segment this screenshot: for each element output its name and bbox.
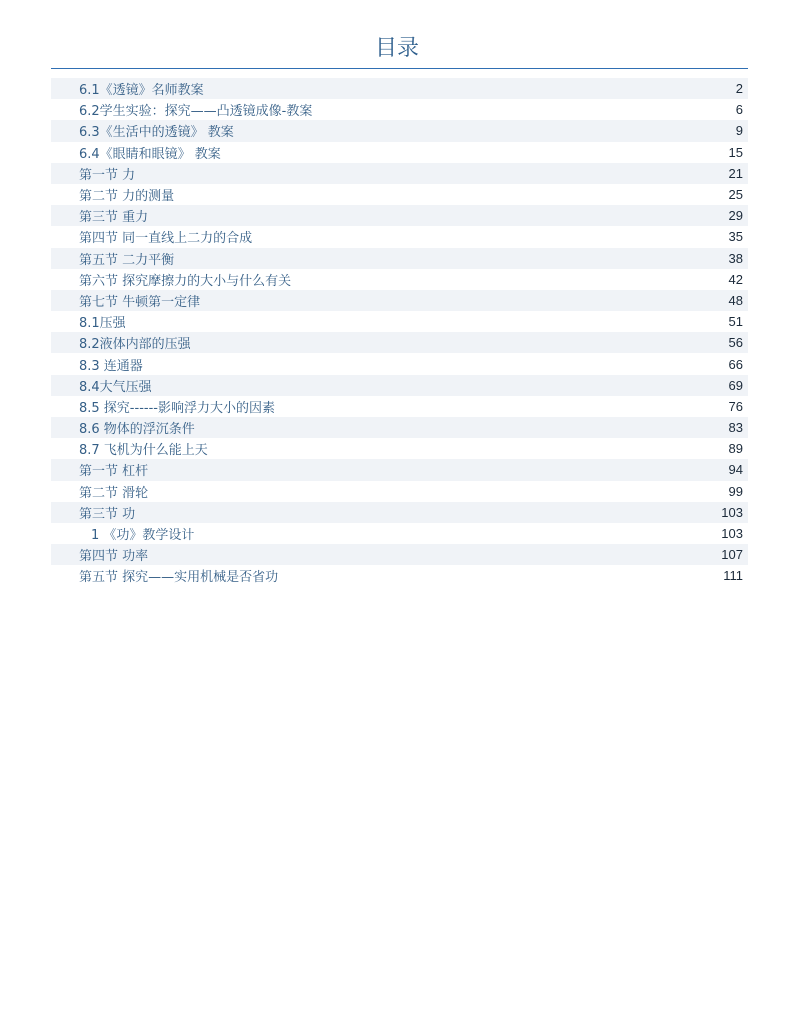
toc-entry-page: 48 <box>728 292 743 308</box>
toc-subentry[interactable] <box>51 523 748 544</box>
toc-entry-label: 第四节 同一直线上二力的合成 <box>79 231 253 247</box>
toc-entry-page: 51 <box>728 314 743 330</box>
toc-entry-page: 2 <box>735 81 743 97</box>
toc-entry-label: 6.2学生实验：探究——凸透镜成像-教案 <box>79 104 313 120</box>
toc-entry-page: 83 <box>728 420 743 436</box>
toc-entry[interactable] <box>51 459 748 480</box>
toc-entry-label: 6.3《生活中的透镜》 教案 <box>79 125 234 141</box>
toc-entry[interactable] <box>51 544 748 565</box>
toc-entry[interactable] <box>51 332 748 353</box>
toc-entry[interactable] <box>51 417 748 438</box>
toc-entry-label: 第二节 滑轮 <box>79 485 149 501</box>
toc-entry-page: 29 <box>728 208 743 224</box>
toc-entry[interactable] <box>51 481 748 502</box>
toc-entry[interactable] <box>51 438 748 459</box>
toc-entry-page: 56 <box>728 335 743 351</box>
toc-entry-label: 8.6 物体的浮沉条件 <box>79 422 195 438</box>
toc-entry-label: 8.3 连通器 <box>79 358 143 374</box>
toc-entry-page: 35 <box>728 229 743 245</box>
toc-entry-label: 第七节 牛顿第一定律 <box>79 294 201 310</box>
toc-entry-page: 94 <box>728 462 743 478</box>
toc-entry-page: 25 <box>728 187 743 203</box>
toc-entry-page: 6 <box>735 102 743 118</box>
toc-entry-label: 第五节 二力平衡 <box>79 252 175 268</box>
toc-entry[interactable] <box>51 184 748 205</box>
toc-entry[interactable] <box>51 248 748 269</box>
toc-entry-page: 103 <box>721 526 743 542</box>
toc-entry-page: 99 <box>728 483 743 499</box>
toc-entry-page: 89 <box>728 441 743 457</box>
toc-entry-page: 103 <box>721 504 743 520</box>
toc-entry-label: 第一节 力 <box>79 167 136 183</box>
toc-entry-page: 69 <box>728 377 743 393</box>
toc-entry-label: 8.1压强 <box>79 316 126 332</box>
toc-entry[interactable] <box>51 290 748 311</box>
toc-entry[interactable] <box>51 142 748 163</box>
toc-entry[interactable] <box>51 311 748 332</box>
toc-entry-page: 42 <box>728 271 743 287</box>
toc-entry[interactable] <box>51 205 748 226</box>
toc-entry-page: 21 <box>728 165 743 181</box>
toc-entry-label: 8.4大气压强 <box>79 379 152 395</box>
toc-entry-page: 111 <box>723 568 743 584</box>
toc-entry-label: 第二节 力的测量 <box>79 189 175 205</box>
toc-entry-page: 15 <box>728 144 743 160</box>
toc-entry-label: 第一节 杠杆 <box>79 464 149 480</box>
toc-entry[interactable] <box>51 565 748 586</box>
toc-entry-label: 8.5 探究------影响浮力大小的因素 <box>79 400 275 416</box>
toc-entry-label: 第五节 探究——实用机械是否省功 <box>79 570 279 586</box>
toc-entry-page: 107 <box>721 547 743 563</box>
toc-entry-label: 6.1《透镜》名师教案 <box>79 83 204 99</box>
toc-entry-page: 66 <box>728 356 743 372</box>
toc-entry[interactable] <box>51 163 748 184</box>
toc-entry[interactable] <box>51 78 748 99</box>
title-divider <box>51 68 748 69</box>
toc-entry[interactable] <box>51 226 748 247</box>
toc-entry-label: 8.2液体内部的压强 <box>79 337 191 353</box>
toc-entry-label: 第三节 功 <box>79 506 136 522</box>
toc-entry[interactable] <box>51 502 748 523</box>
toc-entry-label: 6.4《眼睛和眼镜》 教案 <box>79 146 221 162</box>
toc-entry[interactable] <box>51 375 748 396</box>
toc-entry-label: 8.7 飞机为什么能上天 <box>79 443 208 459</box>
toc-entry[interactable] <box>51 269 748 290</box>
toc-entry-label: 1 《功》教学设计 <box>91 528 195 544</box>
toc-entry-page: 38 <box>728 250 743 266</box>
toc-entry-page: 9 <box>735 123 743 139</box>
toc-entry-page: 76 <box>728 398 743 414</box>
toc-entry-label: 第三节 重力 <box>79 210 149 226</box>
toc-list <box>51 78 748 587</box>
toc-entry[interactable] <box>51 99 748 120</box>
toc-entry-label: 第六节 探究摩擦力的大小与什么有关 <box>79 273 292 289</box>
toc-entry[interactable] <box>51 120 748 141</box>
page-title: 目录 <box>374 36 419 61</box>
toc-entry-label: 第四节 功率 <box>79 549 149 565</box>
toc-entry[interactable] <box>51 353 748 374</box>
toc-entry[interactable] <box>51 396 748 417</box>
